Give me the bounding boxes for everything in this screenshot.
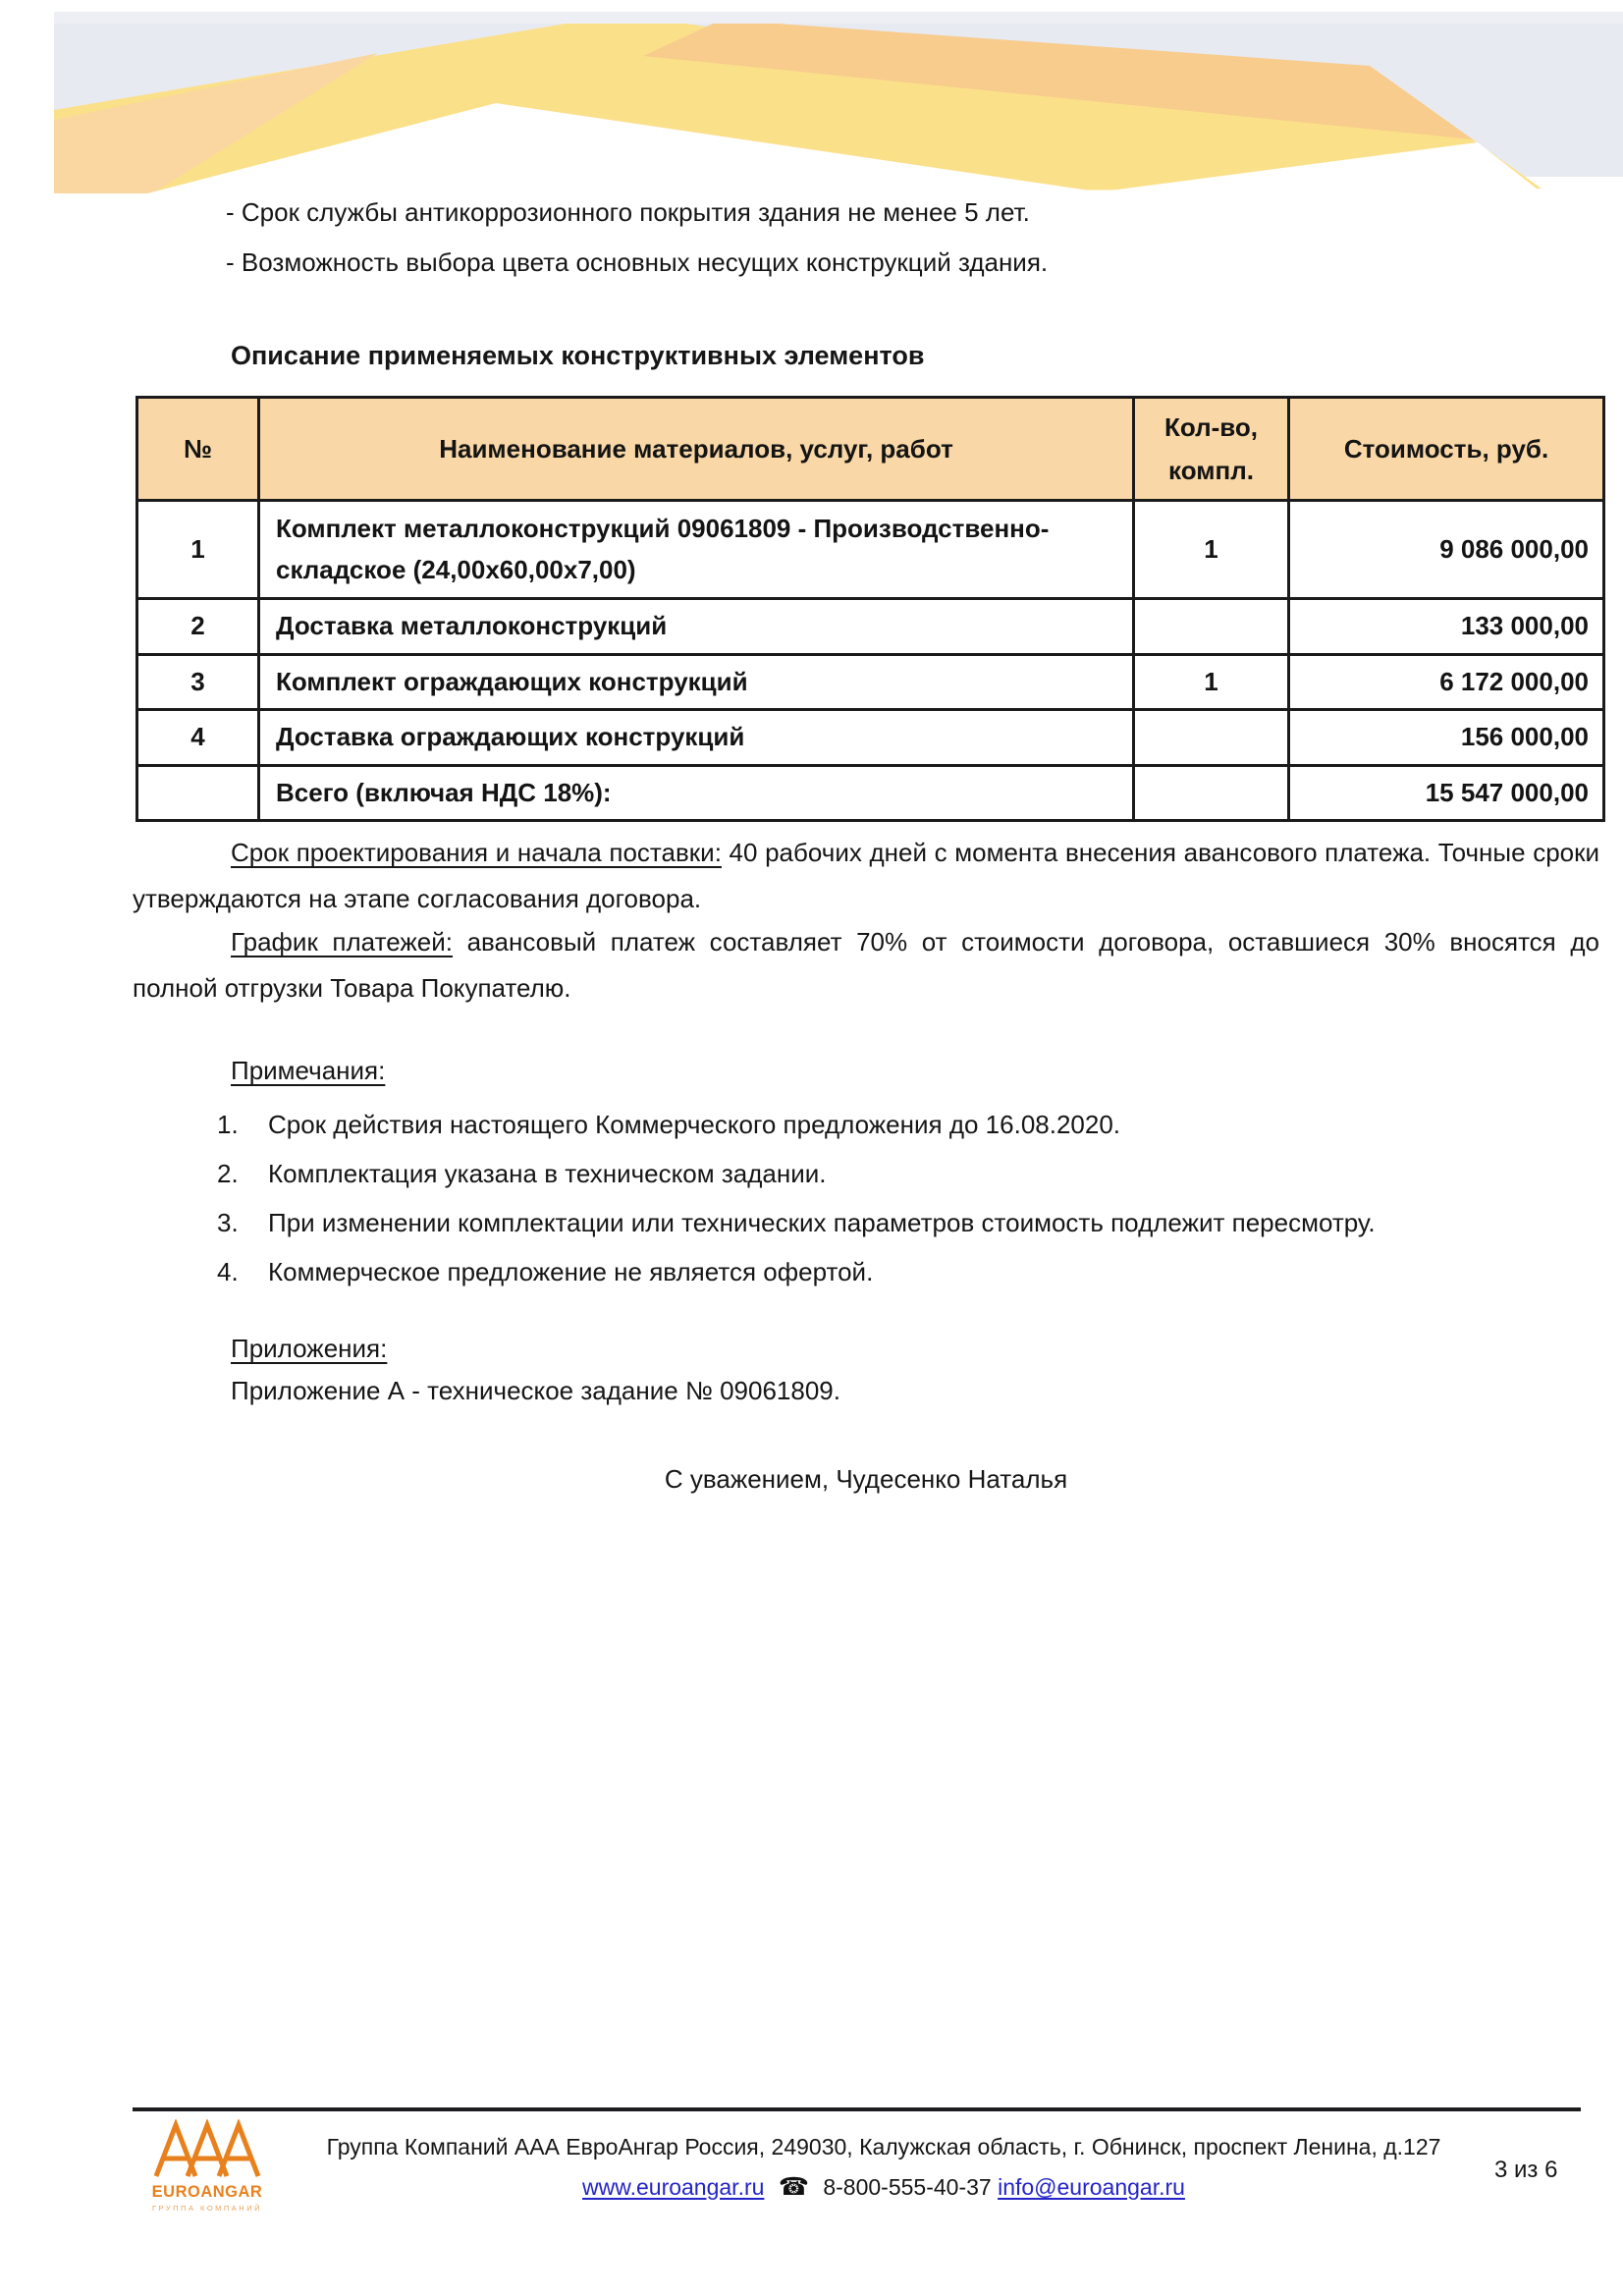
notes-title: Примечания: [231,1056,386,1085]
row-qty: 1 [1134,501,1289,599]
row-cost: 6 172 000,00 [1289,654,1604,710]
logo-aaa-mark [156,2125,258,2176]
list-item-number: 1. [217,1109,239,1139]
website-link[interactable]: www.euroangar.ru [582,2174,765,2200]
section-title: Описание применяемых конструктивных элементов [231,341,925,370]
row-number: 1 [137,501,259,599]
logo-text: EUROANGAR [151,2183,263,2201]
list-item-number: 2. [217,1158,239,1188]
header-name: Наименование материалов, услуг, работ [259,398,1134,501]
list-item-number: 3. [217,1207,239,1237]
list-item [217,1198,1376,1247]
logo-tagline: ГРУППА КОМПАНИЙ [152,2204,262,2213]
table-row [137,501,1604,599]
euroangar-logo [147,2119,277,2215]
list-item [217,1149,1376,1198]
table-row [137,654,1604,710]
list-item-text: Комплектация указана в техническом задании. [268,1158,827,1188]
row-qty [1134,599,1289,655]
attachment-line: Приложение А - техническое задание № 09061809. [231,1376,840,1405]
footer-contacts [285,2173,1483,2201]
page-number: 3 из 6 [1494,2157,1558,2183]
row-cost: 9 086 000,00 [1289,501,1604,599]
list-item [217,1100,1376,1149]
row-qty [1134,710,1289,766]
table-header-row [137,398,1604,501]
phone-number: 8-800-555-40-37 [823,2174,992,2200]
header-cost: Стоимость, руб. [1289,398,1604,501]
header-qty: Кол-во, компл. [1134,398,1289,501]
signature-line: С уважением, Чудесенко Наталья [664,1464,1068,1494]
row-number: 2 [137,599,259,655]
intro-bullet-2: - Возможность выбора цвета основных несущих конструкций здания. [226,247,1049,277]
delivery-terms-text: 40 рабочих дней с момента внесения авансового платежа. Точные сроки утверждаются на этапе согласования договора. [133,838,1600,913]
row-number: 3 [137,654,259,710]
delivery-terms-paragraph [133,830,1599,922]
list-item-text: Коммерческое предложение не является офертой. [268,1256,874,1286]
header-decoration-graphic [54,12,1623,193]
table-row [137,710,1604,766]
total-value: 15 547 000,00 [1289,765,1604,821]
list-item [217,1247,1376,1296]
intro-bullet-1: - Срок службы антикоррозионного покрытия здания не менее 5 лет. [226,197,1030,227]
materials-table-wrapper [135,396,1605,822]
row-name: Доставка ограждающих конструкций [259,710,1134,766]
footer-address: Группа Компаний ААА ЕвроАнгар Россия, 249030, Калужская область, г. Обнинск, проспект Ленина, д.127 [326,2134,1441,2159]
payment-schedule-text: авансовый платеж составляет 70% от стоимости договора, оставшиеся 30% вносятся до полной отгрузки Товара Покупателю. [133,927,1599,1003]
row-cost: 156 000,00 [1289,710,1604,766]
attachments-title: Приложения: [231,1334,388,1363]
band-top-strip [54,12,1623,24]
email-link[interactable]: info@euroangar.ru [998,2174,1185,2200]
table-total-row [137,765,1604,821]
footer-divider [133,2107,1581,2111]
row-cost: 133 000,00 [1289,599,1604,655]
total-label: Всего (включая НДС 18%): [259,765,1134,821]
delivery-terms-label: Срок проектирования и начала поставки: [231,838,722,867]
total-empty-qty [1134,765,1289,821]
list-item-number: 4. [217,1256,239,1286]
total-empty-number [137,765,259,821]
table-row [137,599,1604,655]
row-name: Комплект ограждающих конструкций [259,654,1134,710]
header-number: № [137,398,259,501]
row-number: 4 [137,710,259,766]
payment-schedule-paragraph [133,919,1599,1011]
row-name: Комплект металлоконструкций 09061809 - Производственно-складское (24,00х60,00х7,00) [259,501,1134,599]
list-item-text: Срок действия настоящего Коммерческого предложения до 16.08.2020. [268,1109,1121,1139]
row-qty: 1 [1134,654,1289,710]
footer-company-block [285,2133,1483,2201]
list-item-text: При изменении комплектации или технических параметров стоимость подлежит пересмотру. [268,1207,1376,1237]
payment-schedule-label: График платежей: [231,927,453,957]
phone-icon: ☎ [778,2173,809,2201]
row-name: Доставка металлоконструкций [259,599,1134,655]
materials-table [135,396,1605,822]
notes-list [217,1100,1376,1296]
